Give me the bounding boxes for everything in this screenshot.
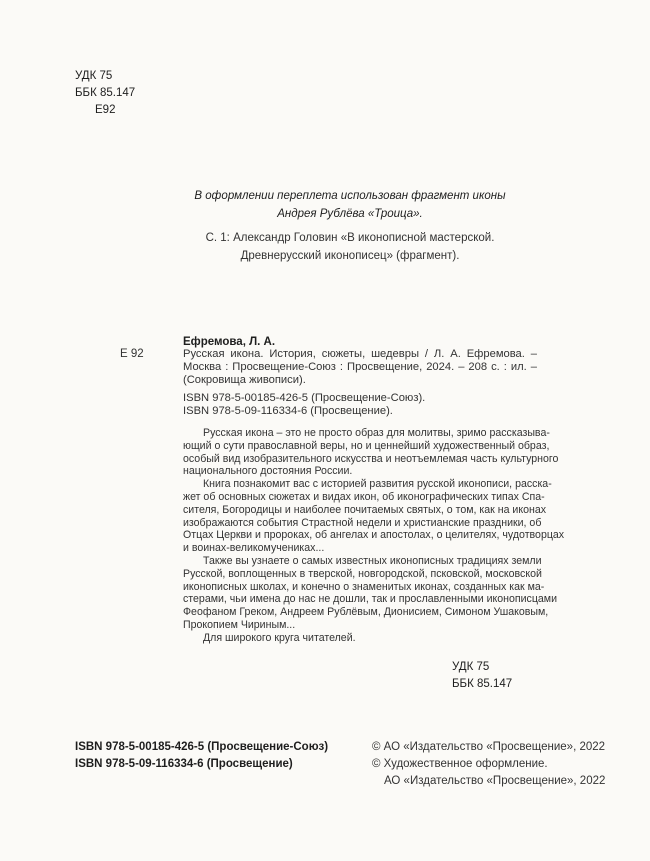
- bib-record: [183, 348, 537, 418]
- bib-line: Русская икона. История, сюжеты, шедевры / Л. А. Ефремова. –: [183, 348, 537, 360]
- bib-author: Ефремова, Л. А.: [183, 336, 276, 348]
- top-classification-codes: [75, 68, 135, 119]
- bib-mark: Е 92: [120, 348, 144, 360]
- copyright-line: © Художественное оформление.: [372, 758, 548, 770]
- frontispiece-note: [150, 229, 550, 265]
- udk-code: УДК 75: [452, 661, 490, 673]
- annotation-line: Для широкого круга читателей.: [203, 631, 356, 644]
- author-mark: Е92: [95, 104, 116, 116]
- isbn-line: ISBN 978-5-00185-426-5 (Просвещение-Союз): [75, 741, 329, 753]
- frontispiece-note-line: С. 1: Александр Головин «В иконописной мастерской.: [205, 232, 495, 244]
- annotation-line: национального достояния России.: [183, 465, 353, 478]
- annotation-line: стерами, чьи имена до нас не дошли, так и прославленными иконописцами: [183, 593, 557, 606]
- annotation: [183, 427, 565, 645]
- bib-line: Москва : Просвещение-Союз : Просвещение, 2024. – 208 с. : ил. –: [183, 361, 537, 373]
- annotation-line: Прокопием Чириным...: [183, 618, 296, 631]
- annotation-line: сителя, Богородицы и наиболее почитаемых святых, о том, как на иконах: [183, 503, 547, 516]
- copyright-line: © АО «Издательство «Просвещение», 2022: [372, 741, 606, 753]
- annotation-line: изображаются события Страстной недели и христианские праздники, об: [183, 516, 542, 529]
- cover-note-line: В оформлении переплета использован фрагмент иконы: [194, 190, 506, 202]
- copyright-line: АО «Издательство «Просвещение», 2022: [384, 775, 606, 787]
- isbn-line: ISBN 978-5-09-116334-6 (Просвещение): [75, 758, 293, 770]
- bib-isbn: ISBN 978-5-09-116334-6 (Просвещение).: [183, 405, 393, 417]
- isbn-block: [75, 739, 328, 773]
- annotation-line: особый вид изобразительного искусства и неотъемлемая часть культурного: [183, 452, 559, 465]
- annotation-line: иконописных школах, и конечно о знаменитых иконах, созданных как ма-: [183, 580, 545, 593]
- bib-isbn: ISBN 978-5-00185-426-5 (Просвещение-Союз).: [183, 392, 426, 404]
- frontispiece-note-line: Древнерусский иконописец» (фрагмент).: [240, 250, 460, 262]
- annotation-line: Русская икона – это не просто образ для молитвы, зримо рассказыва-: [203, 427, 550, 439]
- annotation-line: Также вы узнаете о самых известных иконописных традициях земли: [203, 554, 542, 567]
- cover-note: [150, 187, 550, 223]
- annotation-line: Книга познакомит вас с историей развития русской иконописи, расска-: [203, 478, 552, 491]
- copyright-block: [372, 739, 605, 790]
- bottom-classification-codes: [452, 659, 512, 693]
- cover-note-line: Андрея Рублёва «Троица».: [277, 208, 423, 220]
- bib-line: (Сокровища живописи).: [183, 374, 306, 386]
- bbk-code: ББК 85.147: [452, 678, 513, 690]
- annotation-line: Отцах Церкви и пророках, об ангелах и апостолах, о целителях, чудотворцах: [183, 529, 565, 542]
- udk-code: УДК 75: [75, 70, 113, 82]
- annotation-line: Феофаном Греком, Андреем Рублёвым, Дионисием, Симоном Ушаковым,: [183, 606, 549, 619]
- annotation-line: ющий о сути православной веры, но и ценнейший художественный образ,: [183, 439, 550, 452]
- bbk-code: ББК 85.147: [75, 87, 136, 99]
- annotation-line: жет об основных сюжетах и видах икон, об иконографических типах Спа-: [183, 490, 545, 503]
- annotation-line: Русской, воплощенных в тверской, новгородской, псковской, московской: [183, 567, 542, 580]
- annotation-line: и воинах-великомучениках...: [183, 542, 325, 555]
